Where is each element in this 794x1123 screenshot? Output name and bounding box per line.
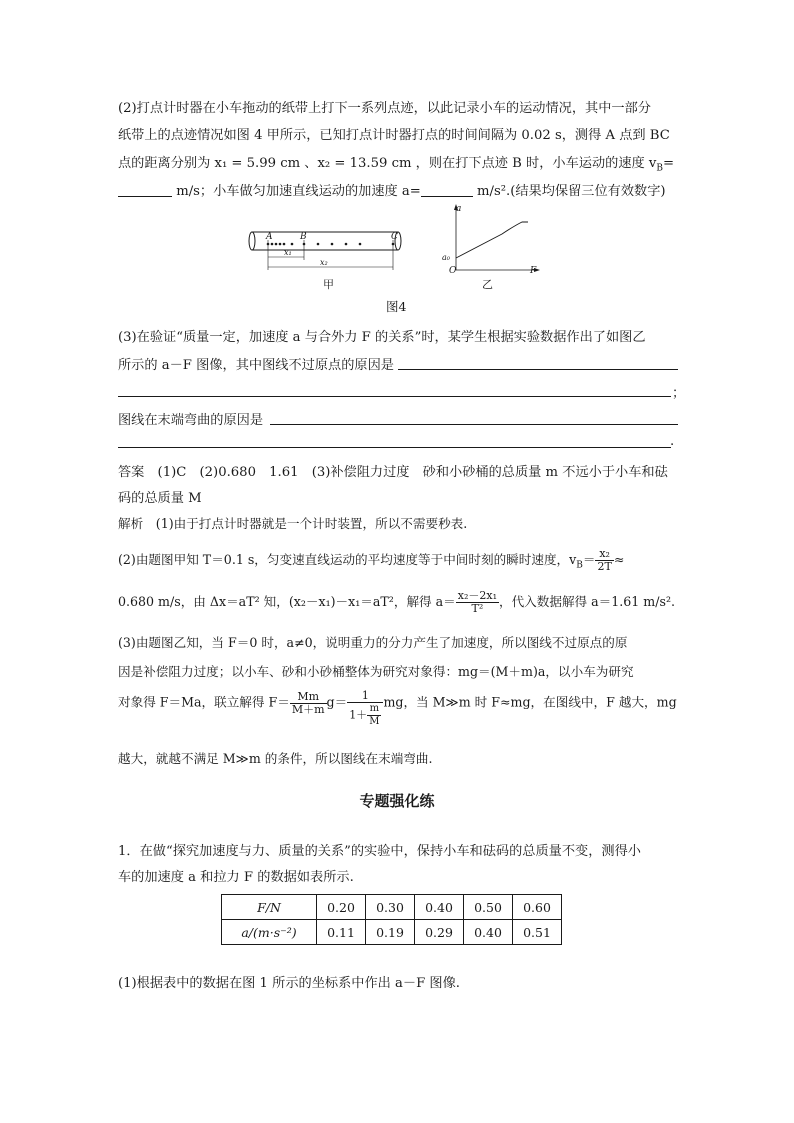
label-point-a: A <box>266 232 273 242</box>
analysis-line6-g: g＝ <box>326 694 348 710</box>
tape-body <box>252 232 398 250</box>
table-cell: 0.60 <box>513 895 562 920</box>
label-axis-f: F <box>530 266 537 276</box>
answer-blank-reason1[interactable] <box>398 369 678 370</box>
analysis-line4: (3)由题图乙知，当 F＝0 时，a≠0，说明重力的分力产生了加速度，所以图线不过原点的原 <box>118 635 628 650</box>
fraction-den-compound <box>347 703 383 728</box>
fraction-a <box>456 590 499 615</box>
part2-line2: 纸带上的点迹情况如图 4 甲所示，已知打点计时器打点的时间间隔为 0.02 s，测得 A 点到 BC <box>118 128 670 143</box>
analysis-line2-text: (2)由题图甲知 T＝0.1 s，匀变速直线运动的平均速度等于中间时刻的瞬时速度，v <box>118 552 577 567</box>
part2-line4-a: m/s；小车做匀加速直线运动的加速度 a= <box>172 184 421 199</box>
tape-dot <box>317 243 320 246</box>
fraction-num: 1 <box>347 690 383 703</box>
tape-dot <box>345 243 348 246</box>
table-cell: 0.51 <box>513 920 562 945</box>
analysis-line6 <box>118 690 680 728</box>
tape-dot <box>359 243 362 246</box>
fraction-num: x₂－2x₁ <box>457 589 497 602</box>
tape-dot <box>279 243 282 246</box>
label-point-b: B <box>300 232 307 242</box>
label-jia: 甲 <box>323 278 334 291</box>
fraction-f1 <box>290 691 327 716</box>
part3-line1: (3)在验证“质量一定，加速度 a 与合外力 F 的关系”时，某学生根据实验数据作出了如图乙 <box>118 330 646 345</box>
label-origin: O <box>449 266 457 276</box>
fraction-den: M＋m <box>291 702 325 716</box>
table-cell: 0.50 <box>464 895 513 920</box>
label-a0: a₀ <box>442 253 450 262</box>
table-cell: 0.29 <box>415 920 464 945</box>
fraction-den-prefix: 1＋ <box>349 708 368 722</box>
tape-dot <box>271 243 274 246</box>
tape-dot <box>275 243 278 246</box>
analysis-line6-end: mg，当 M≫m 时 F≈mg，在图线中，F 越大，mg <box>383 694 677 710</box>
fraction-den: 2T <box>597 560 612 573</box>
fraction-num: m <box>367 703 381 716</box>
data-table <box>221 894 562 945</box>
tape-dot <box>331 243 334 246</box>
part2-line4 <box>118 180 680 199</box>
fraction-num: x₂ <box>595 548 613 561</box>
table-header-f: F/N <box>222 895 317 920</box>
analysis-line5: 因是补偿阻力过度；以小车、砂和小砂桶整体为研究对象得：mg＝(M＋m)a，以小车为研究 <box>118 664 634 679</box>
equals-sign-2: ＝ <box>582 552 596 567</box>
table-cell: 0.19 <box>366 920 415 945</box>
table-cell: 0.11 <box>317 920 366 945</box>
part2-line3-text: 点的距离分别为 x₁ = 5.99 cm 、x₂ = 13.59 cm ，则在打下点迹 B 时，小车运动的速度 v <box>118 156 657 171</box>
table-row <box>222 920 562 945</box>
analysis-line7: 越大，就越不满足 M≫m 的条件，所以图线在末端弯曲. <box>118 751 433 766</box>
answer-blank-reason1-cont[interactable] <box>118 396 671 397</box>
tape-dot <box>283 243 286 246</box>
answer-line2: 码的总质量 M <box>118 491 202 506</box>
part3-line2: 所示的 a－F 图像，其中图线不过原点的原因是 <box>118 358 394 373</box>
q1-line2: 车的加速度 a 和拉力 F 的数据如表所示. <box>118 870 354 885</box>
equals-sign: = <box>663 156 675 171</box>
analysis-line1: 解析 (1)由于打点计时器就是一个计时装置，所以不需要秒表. <box>118 516 468 531</box>
label-point-c: C <box>391 232 398 242</box>
q1-sub1: (1)根据表中的数据在图 1 所示的坐标系中作出 a－F 图像. <box>118 976 460 991</box>
fraction-den: T² <box>471 602 484 615</box>
period: . <box>670 434 675 449</box>
analysis-line3-text: 0.680 m/s，由 Δx＝aT² 知，(x₂－x₁)－x₁＝aT²，解得 a＝ <box>118 594 456 609</box>
tape-end-left <box>249 232 255 250</box>
answer-blank-a[interactable] <box>421 183 473 197</box>
q1-line1: 1．在做“探究加速度与力、质量的关系”的实验中，保持小车和砝码的总质量不变，测得小 <box>118 844 641 859</box>
part2-line1: (2)打点计时器在小车拖动的纸带上打下一系列点迹，以此记录小车的运动情况，其中一部分 <box>118 101 651 116</box>
answer-blank-vb[interactable] <box>118 183 172 197</box>
figure-caption: 图4 <box>386 299 407 314</box>
table-header-a: a/(m·s⁻²) <box>222 920 317 945</box>
fraction-vb <box>595 548 613 573</box>
analysis-line6-text: 对象得 F＝Ma，联立解得 F＝ <box>118 694 290 710</box>
subscript-b: B <box>656 163 664 174</box>
label-x1: x₁ <box>284 248 292 257</box>
answer-blank-reason2-cont[interactable] <box>118 447 671 448</box>
analysis-line3-end: ，代入数据解得 a＝1.61 m/s². <box>498 594 675 609</box>
analysis-line3 <box>118 590 680 615</box>
table-cell: 0.20 <box>317 895 366 920</box>
part2-line4-b: m/s².(结果均保留三位有效数字) <box>472 184 666 199</box>
answer-blank-reason2[interactable] <box>270 424 678 425</box>
semicolon: ； <box>672 386 686 401</box>
fraction-f2 <box>347 690 383 728</box>
table-cell: 0.40 <box>464 920 513 945</box>
table-cell: 0.30 <box>366 895 415 920</box>
section-title: 专题强化练 <box>359 792 435 810</box>
analysis-line2 <box>118 548 680 573</box>
answer-line1: 答案 (1)C (2)0.680 1.61 (3)补偿阻力过度 砂和小砂桶的总质量 m 不远小于小车和砝 <box>118 465 668 480</box>
label-yi: 乙 <box>482 278 493 291</box>
fraction-inner <box>367 703 381 728</box>
approx-sign: ≈ <box>613 552 625 567</box>
table-cell: 0.40 <box>415 895 464 920</box>
graph-curve <box>456 222 528 258</box>
label-axis-a: a <box>456 204 462 214</box>
part3-line4: 图线在末端弯曲的原因是 <box>118 413 264 428</box>
part2-line3 <box>118 152 680 174</box>
fraction-num: Mm <box>290 691 327 704</box>
table-row <box>222 895 562 920</box>
subscript-b2: B <box>576 560 583 571</box>
label-x2: x₂ <box>320 258 328 267</box>
tape-dot <box>291 243 294 246</box>
fraction-den: M <box>369 716 380 727</box>
